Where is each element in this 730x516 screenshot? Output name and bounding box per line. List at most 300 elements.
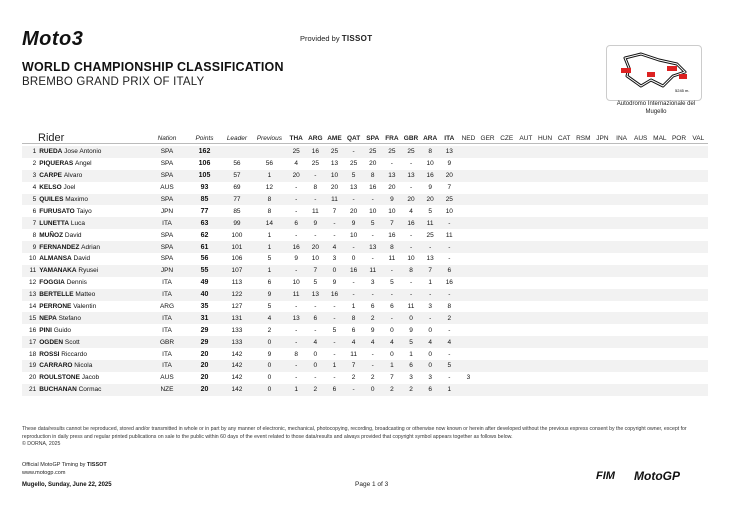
race-points — [555, 324, 574, 336]
race-points — [689, 360, 708, 372]
race-points: - — [344, 241, 363, 253]
race-points — [535, 265, 554, 277]
table-row — [22, 146, 708, 158]
rider-nation: AUS — [160, 184, 174, 192]
race-points: 8 — [421, 146, 440, 158]
rider-last-name: ROULSTONE — [39, 374, 80, 382]
race-points — [555, 241, 574, 253]
rider-first-name: Maximo — [65, 196, 89, 203]
rider-first-name: Scott — [64, 338, 80, 346]
race-points: 9 — [306, 217, 325, 229]
race-points — [535, 217, 554, 229]
rider-leader-gap: 131 — [222, 312, 252, 324]
race-points — [497, 360, 516, 372]
rider-position: 17 — [22, 336, 39, 348]
race-points: 25 — [349, 160, 358, 168]
race-points — [516, 146, 535, 158]
race-points — [459, 253, 478, 265]
race-points — [669, 194, 688, 206]
race-points: - — [325, 312, 344, 324]
race-points: 2 — [351, 374, 356, 382]
rider-first-name: Angel — [75, 160, 92, 168]
race-points — [612, 324, 631, 336]
track-map-icon — [607, 46, 701, 100]
race-points — [593, 301, 612, 313]
race-points — [689, 265, 708, 277]
fim-logo: FIM — [596, 470, 615, 482]
race-points — [689, 348, 708, 360]
race-points — [574, 241, 593, 253]
race-points — [574, 360, 593, 372]
race-points — [516, 384, 535, 396]
race-points — [535, 312, 554, 324]
race-points — [516, 360, 535, 372]
race-points — [478, 229, 497, 241]
race-points: 5 — [344, 170, 363, 182]
race-points: 1 — [351, 303, 356, 311]
rider-nation: SPA — [147, 241, 188, 253]
rider-first-name: Jose Antonio — [64, 148, 102, 156]
race-points — [555, 384, 574, 396]
race-points — [516, 241, 535, 253]
race-points: 10 — [388, 207, 396, 215]
rider-first-name: Guido — [53, 326, 72, 334]
race-points — [478, 324, 497, 336]
table-row — [22, 324, 708, 336]
rider-position: 21 — [22, 384, 39, 396]
race-points: 3 — [370, 279, 375, 287]
race-points — [516, 348, 535, 360]
race-points: 6 — [390, 303, 394, 311]
race-points — [593, 265, 612, 277]
race-points — [516, 194, 535, 206]
race-points — [478, 265, 497, 277]
rider-leader-gap: 142 — [222, 384, 252, 396]
race-points — [459, 205, 478, 217]
race-points: 9 — [382, 194, 401, 206]
rider-first-name: David — [64, 231, 82, 239]
race-points — [516, 265, 535, 277]
rider-previous-gap: 4 — [252, 312, 286, 324]
table-row — [22, 170, 708, 182]
race-points — [535, 229, 554, 241]
race-points — [478, 146, 497, 158]
race-points — [612, 194, 631, 206]
disclaimer-text: These data/results cannot be reproduced, stored and/or transmitted in whole or in part by any manner of electronic, mechanical, photocopying, recording, broadcasting or otherwise now known or herein after developed without the previous express consent by the copyright owner, except for reproduction in daily press and regular printed publications on sale to the public within 60 days of the event related to those data/results and always provided that copyright symbol appears together as follows below. — [22, 426, 687, 440]
rider-nation: NZE — [147, 384, 188, 396]
race-points: 9 — [370, 326, 375, 334]
race-points — [574, 158, 593, 170]
race-points: 9 — [294, 255, 298, 263]
race-points — [478, 170, 497, 182]
race-points — [478, 372, 497, 384]
rider-points: 162 — [187, 146, 221, 158]
race-points — [555, 360, 574, 372]
race-points: 25 — [401, 146, 420, 158]
race-points: 0 — [421, 360, 440, 372]
rider-position: 7 — [22, 217, 39, 229]
race-points — [535, 289, 554, 301]
race-points — [478, 348, 497, 360]
race-points — [593, 360, 612, 372]
race-points: 5 — [401, 336, 420, 348]
rider-position: 9 — [22, 241, 39, 253]
race-points — [497, 182, 516, 194]
race-points — [669, 158, 688, 170]
copyright: © DORNA, 2025 — [22, 441, 61, 447]
rider-last-name: BUCHANAN — [39, 386, 77, 394]
race-points: 16 — [401, 217, 420, 229]
table-body — [22, 146, 708, 396]
rider-previous-gap: 5 — [267, 303, 272, 311]
race-points: 3 — [409, 374, 413, 382]
rider-previous-gap: 9 — [252, 289, 286, 301]
rider-points: 106 — [198, 160, 211, 168]
track-map — [606, 45, 702, 101]
race-points — [612, 277, 631, 289]
race-points: 8 — [363, 170, 382, 182]
race-points — [593, 182, 612, 194]
header-race-fra: FRA — [385, 134, 399, 142]
race-points — [459, 348, 478, 360]
header-previous: Previous — [256, 134, 283, 142]
race-points: 20 — [440, 170, 459, 182]
tissot-logo: TISSOT — [341, 34, 373, 43]
race-points — [631, 217, 650, 229]
race-points: 4 — [382, 336, 401, 348]
race-points: 16 — [369, 184, 377, 192]
race-points: 11 — [350, 350, 357, 358]
table-row — [22, 158, 708, 170]
race-points — [689, 312, 708, 324]
race-points: - — [440, 289, 459, 301]
race-points — [650, 336, 669, 348]
race-points — [689, 253, 708, 265]
race-points — [574, 336, 593, 348]
race-points: 11 — [407, 303, 415, 311]
table-row — [22, 265, 708, 277]
rider-name — [39, 158, 146, 170]
race-points — [612, 158, 631, 170]
race-points: 16 — [344, 265, 363, 277]
race-points: - — [440, 217, 459, 229]
race-points: - — [333, 374, 336, 382]
race-points: 4 — [294, 160, 298, 168]
rider-name — [39, 312, 146, 324]
race-points — [593, 312, 612, 324]
circuit-name: Autodromo Internazionale del Mugello — [616, 101, 696, 115]
race-points — [535, 241, 554, 253]
race-points — [459, 182, 478, 194]
race-points — [593, 229, 612, 241]
race-points: - — [363, 360, 382, 372]
race-points — [650, 360, 669, 372]
header-race-cat: CAT — [557, 134, 571, 142]
race-points — [669, 265, 688, 277]
race-points: 1 — [428, 279, 432, 287]
race-points — [555, 170, 574, 182]
race-points: 16 — [421, 170, 440, 182]
race-points: 10 — [349, 231, 358, 239]
header-race-aus: AUS — [634, 134, 648, 142]
race-points — [574, 229, 593, 241]
race-points: 2 — [401, 384, 420, 396]
race-points — [459, 301, 478, 313]
race-points — [574, 194, 593, 206]
race-points — [689, 241, 708, 253]
race-points: - — [421, 312, 440, 324]
rider-previous-gap: 5 — [267, 255, 272, 263]
race-points — [669, 289, 688, 301]
rider-last-name: OGDEN — [39, 338, 64, 346]
rider-last-name: PIQUERAS — [39, 160, 74, 168]
race-points: - — [333, 231, 336, 239]
race-points — [669, 146, 688, 158]
rider-previous-gap: 0 — [252, 384, 286, 396]
race-points — [497, 348, 516, 360]
rider-first-name: Alvaro — [63, 172, 83, 180]
rider-previous-gap: 0 — [252, 336, 286, 348]
race-points — [478, 301, 497, 313]
rider-first-name: Ryusei — [78, 267, 99, 275]
rider-leader-gap: 133 — [222, 336, 252, 348]
rider-previous-gap: 0 — [252, 360, 286, 372]
rider-last-name: LUNETTA — [39, 219, 70, 227]
race-points: - — [295, 326, 298, 334]
race-points — [612, 348, 631, 360]
rider-nation: SPA — [147, 194, 188, 206]
race-points: 16 — [306, 146, 325, 158]
race-points — [555, 146, 574, 158]
race-points — [555, 312, 574, 324]
race-points — [478, 182, 497, 194]
race-points — [497, 336, 516, 348]
rider-points: 29 — [200, 326, 209, 334]
race-points — [574, 146, 593, 158]
race-points: - — [314, 374, 317, 382]
race-points: - — [371, 255, 374, 263]
table-row — [22, 336, 708, 348]
rider-last-name: BERTELLE — [39, 291, 74, 299]
rider-first-name: Cormac — [78, 386, 102, 394]
rider-position: 12 — [29, 279, 37, 287]
table-row — [22, 360, 708, 372]
race-points: 2 — [440, 312, 459, 324]
race-points — [612, 146, 631, 158]
race-points: 5 — [428, 207, 432, 215]
rider-previous-gap: 12 — [265, 184, 273, 192]
race-points — [650, 301, 669, 313]
rider-previous-gap: 1 — [252, 265, 286, 277]
race-points — [631, 194, 650, 206]
race-points — [555, 229, 574, 241]
race-points: 3 — [428, 374, 432, 382]
rider-last-name: PINI — [39, 326, 52, 334]
race-points — [535, 253, 554, 265]
race-points: 9 — [447, 160, 452, 168]
race-points: 9 — [344, 217, 363, 229]
rider-leader-gap: 142 — [231, 374, 243, 382]
table-row — [22, 289, 708, 301]
race-points: - — [314, 231, 317, 239]
race-points: - — [401, 289, 420, 301]
rider-position: 8 — [32, 231, 37, 239]
rider-points: 40 — [187, 289, 221, 301]
race-points — [631, 360, 650, 372]
rider-first-name: Riccardo — [61, 350, 87, 358]
header-race-ame: AME — [327, 134, 342, 142]
race-points — [497, 265, 516, 277]
race-points: 20 — [421, 194, 440, 206]
race-points — [497, 384, 516, 396]
rider-nation: SPA — [147, 170, 188, 182]
race-points: - — [344, 194, 363, 206]
race-points: - — [409, 184, 413, 192]
race-points: 10 — [292, 279, 300, 287]
race-points — [516, 289, 535, 301]
race-points — [478, 360, 497, 372]
race-points: 9 — [409, 326, 413, 334]
race-points: 4 — [363, 336, 382, 348]
race-points — [593, 217, 612, 229]
race-points — [689, 277, 708, 289]
race-points: 0 — [351, 255, 356, 263]
race-points: 6 — [306, 312, 325, 324]
header-race-ina: INA — [616, 134, 627, 142]
race-points: - — [363, 194, 382, 206]
race-points — [612, 182, 631, 194]
race-points: 5 — [313, 279, 318, 287]
race-points: - — [390, 160, 393, 168]
table-row — [22, 348, 708, 360]
header-race-ned: NED — [461, 134, 476, 142]
race-points: 10 — [311, 255, 319, 263]
race-points: 2 — [363, 312, 382, 324]
race-points: 0 — [306, 360, 325, 372]
rider-position: 19 — [22, 360, 39, 372]
race-points: 8 — [294, 350, 298, 358]
race-points — [497, 241, 516, 253]
race-points — [555, 217, 574, 229]
rider-last-name: NEPA — [39, 314, 57, 322]
rider-nation: GBR — [147, 336, 188, 348]
rider-last-name: QUILES — [39, 196, 64, 203]
race-points — [535, 372, 554, 384]
race-points: - — [371, 231, 374, 239]
race-points — [497, 324, 516, 336]
rider-position: 11 — [22, 265, 39, 277]
race-points — [593, 253, 612, 265]
race-points — [478, 158, 497, 170]
race-points: - — [409, 231, 413, 239]
race-points: 1 — [287, 384, 306, 396]
rider-position: 3 — [22, 170, 39, 182]
rider-name — [39, 384, 146, 396]
race-points — [497, 372, 516, 384]
race-points — [631, 253, 650, 265]
rider-points: 105 — [187, 170, 221, 182]
rider-first-name: Valentin — [73, 303, 97, 311]
race-points: 7 — [332, 207, 337, 215]
race-points: - — [295, 303, 298, 311]
race-points: 16 — [445, 279, 453, 287]
race-points — [650, 324, 669, 336]
rider-last-name: RUEDA — [39, 148, 63, 156]
race-points: 6 — [287, 217, 306, 229]
race-points: 0 — [401, 312, 420, 324]
race-points — [631, 229, 650, 241]
race-points — [612, 265, 631, 277]
race-points — [459, 336, 478, 348]
rider-name — [39, 372, 146, 384]
race-points — [669, 253, 688, 265]
race-points — [631, 205, 650, 217]
race-points — [669, 360, 688, 372]
race-points — [689, 170, 708, 182]
race-points — [478, 253, 497, 265]
race-points — [574, 348, 593, 360]
race-points — [535, 324, 554, 336]
race-points: 13 — [382, 170, 401, 182]
rider-previous-gap: 6 — [267, 279, 272, 287]
header-race-ara: ARA — [423, 134, 438, 142]
race-points: 2 — [370, 374, 375, 382]
rider-points: 29 — [187, 336, 221, 348]
rider-first-name: Joel — [63, 184, 76, 192]
race-points: 13 — [330, 160, 339, 168]
race-points — [669, 336, 688, 348]
race-points — [574, 205, 593, 217]
event-subtitle: BREMBO GRAND PRIX OF ITALY — [22, 76, 205, 88]
race-points — [497, 170, 516, 182]
race-points — [535, 194, 554, 206]
race-points: - — [333, 350, 336, 358]
rider-leader-gap: 113 — [231, 279, 243, 287]
race-points — [689, 229, 708, 241]
rider-previous-gap — [252, 146, 286, 158]
race-points — [497, 277, 516, 289]
rider-first-name: Adrian — [81, 243, 100, 251]
classification-table — [22, 130, 708, 396]
rider-last-name: KELSO — [39, 184, 62, 192]
race-points: - — [363, 289, 382, 301]
header-rider: Rider — [38, 132, 65, 144]
race-points — [574, 384, 593, 396]
race-points: - — [382, 289, 401, 301]
race-points: 10 — [445, 207, 453, 215]
rider-points: 35 — [200, 303, 209, 311]
race-points — [459, 277, 478, 289]
page-number: Page 1 of 3 — [355, 481, 389, 488]
location-date: Mugello, Sunday, June 22, 2025 — [22, 482, 112, 488]
rider-last-name: CARPE — [39, 172, 62, 180]
race-points — [593, 146, 612, 158]
race-points — [459, 217, 478, 229]
race-points: - — [287, 336, 306, 348]
rider-leader-gap: 77 — [222, 194, 252, 206]
race-points — [555, 301, 574, 313]
rider-name — [39, 277, 146, 289]
race-points — [535, 146, 554, 158]
race-points — [689, 217, 708, 229]
race-points — [593, 384, 612, 396]
race-points: 7 — [447, 184, 452, 192]
motogp-logo: MotoGP — [634, 469, 680, 483]
rider-leader-gap: 107 — [222, 265, 252, 277]
race-points — [612, 241, 631, 253]
race-points: 0 — [390, 350, 394, 358]
race-points — [459, 265, 478, 277]
